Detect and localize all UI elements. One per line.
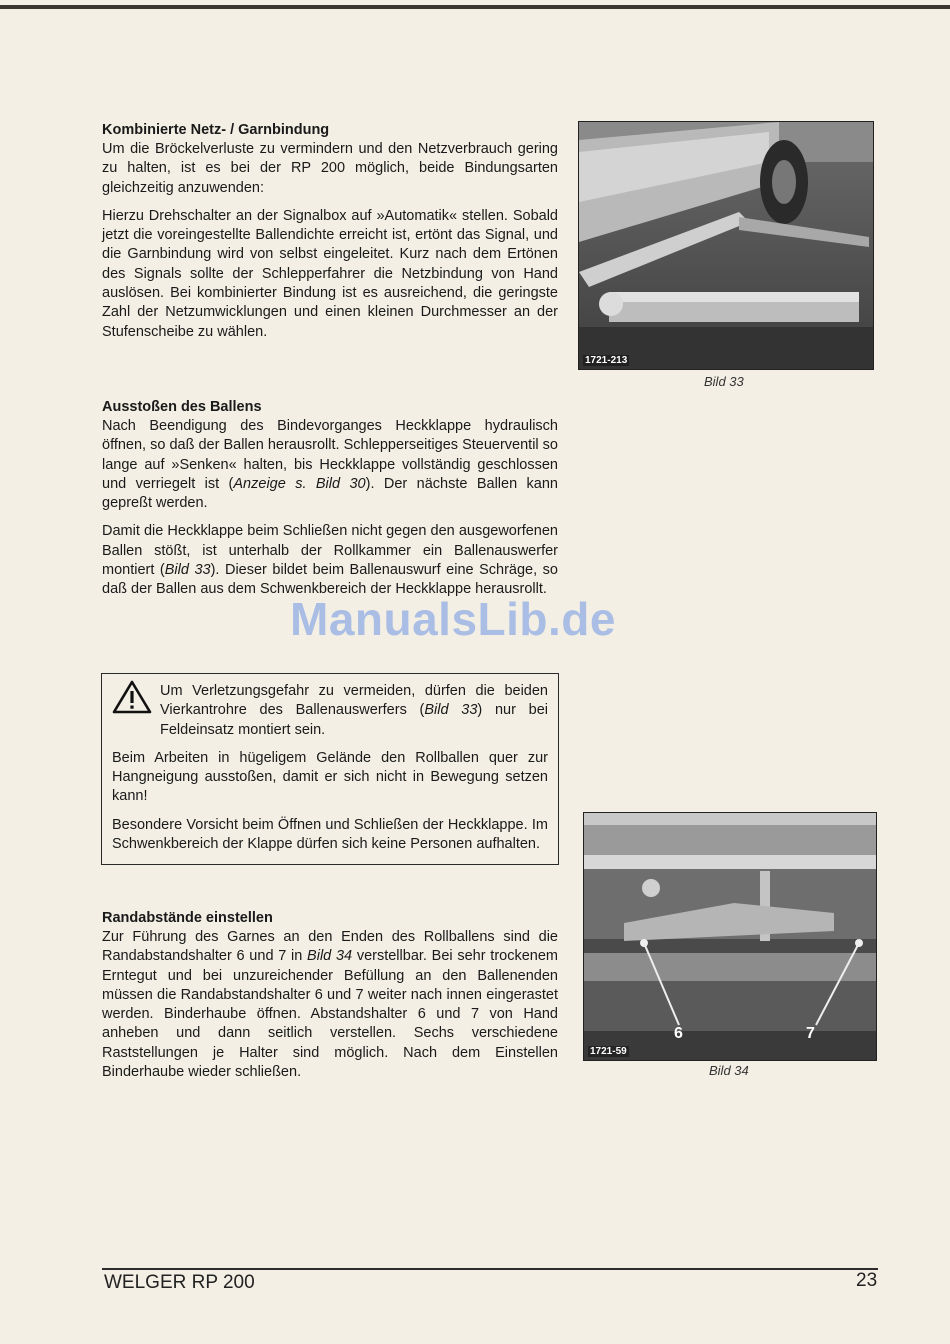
section-ausstossen bbox=[102, 398, 558, 609]
text: ) nur bei Feldeinsatz montiert sein. bbox=[160, 702, 548, 738]
text: ). Der nächste Ballen kann gepreßt werden. bbox=[102, 475, 558, 512]
photo-code: 1721-59 bbox=[590, 1046, 627, 1057]
paragraph: Beim Arbeiten in hügeligem Gelände den Rollballen quer zur Hangneigung ausstoßen, damit er sich nicht in Bewegung setzen kann! bbox=[112, 749, 548, 805]
text: ). Dieser bildet beim Ballenauswurf eine Schräge, so daß der Ballen aus dem Schwenkbereich der Heckklappe herausrollt. bbox=[102, 562, 558, 598]
page-number: 23 bbox=[856, 1270, 878, 1291]
figure-ref: Bild 33 bbox=[164, 562, 211, 579]
paragraph bbox=[102, 928, 558, 1082]
photo-code: 1721-213 bbox=[585, 355, 628, 366]
figure-ref: Bild 33 bbox=[424, 702, 478, 719]
text: verstellbar. Bei sehr trockenem Erntegut und bei unzureichender Befüllung an den Ballenenden müssen die Randabstandshalter 6 und 7 weiter nach innen eingerastet werden. Binderhaube öffnen. Abstandshalter 6 und 7 von Hand anheben und dann seitlich verstellen. Sechs verschiedene Raststellungen je Halter sind möglich. Nach dem Einstellen Binderhaube wieder schließen. bbox=[102, 948, 558, 1081]
text: Um Verletzungsgefahr zu vermeiden, dürfen die beiden Vierkantrohre des Ballenauswerfers ( bbox=[160, 683, 548, 719]
photo-bale-ejector bbox=[578, 121, 874, 370]
text: Damit die Heckklappe beim Schließen nicht gegen den ausgeworfenen Ballen stößt, ist unterhalb der Rollkammer ein Ballenauswerfer montiert ( bbox=[102, 523, 558, 579]
section-heading: Randabstände einstellen bbox=[102, 910, 273, 926]
footer-rule bbox=[102, 1268, 878, 1270]
paragraph: Um die Bröckelverluste zu vermindern und den Netzverbrauch gering zu halten, ist es bei der RP 200 möglich, beide Bindungsarten gleichzeitig anzuwenden: bbox=[102, 141, 558, 196]
footer-title: WELGER RP 200 bbox=[104, 1272, 255, 1293]
section-heading: Kombinierte Netz- / Garnbindung bbox=[102, 122, 330, 138]
section-heading: Ausstoßen des Ballens bbox=[102, 399, 262, 415]
callout-label-6: 6 bbox=[674, 1025, 683, 1042]
figure-caption: Bild 34 bbox=[709, 1063, 749, 1078]
callout-label-7: 7 bbox=[806, 1025, 815, 1042]
watermark: ManualsLib.de bbox=[290, 593, 616, 645]
top-rule bbox=[0, 5, 950, 9]
photo-bale-ejector-drawing bbox=[579, 122, 873, 369]
figure-ref: Anzeige s. Bild 30 bbox=[233, 475, 366, 492]
figure-caption: Bild 33 bbox=[704, 374, 744, 389]
photo-edge-spacers bbox=[583, 812, 877, 1061]
paragraph bbox=[160, 682, 548, 740]
paragraph: Besondere Vorsicht beim Öffnen und Schließen der Heckklappe. Im Schwenkbereich der Klappe dürfen sich keine Personen aufhalten. bbox=[112, 816, 548, 853]
warning-box bbox=[101, 673, 559, 865]
warning-first-row bbox=[112, 680, 548, 749]
paragraph: Hierzu Drehschalter an der Signalbox auf »Automatik« stellen. Sobald jetzt die voreingestellte Ballendichte erreicht ist, ertönt das Signal, und die Garnbindung wird von selbst eingeleitet. Kurz nach dem Ertönen des Signals sollte der Schlepperfahrer die Netzbindung von Hand auslösen. Bei kombinierter Bindung ist es ausreichend, die geringste Zahl der Netzumwicklungen und einen kleinen Durchmesser an der Stufenscheibe zu wählen. bbox=[102, 207, 558, 340]
section-netz-garn bbox=[102, 121, 558, 351]
text: Nach Beendigung des Bindevorganges Heckklappe hydraulisch öffnen, so daß der Ballen herausrollt. Schlepperseitiges Steuerventil so lange auf »Senken« halten, bis Heckklappe vollständig geschlossen und verriegelt ist ( bbox=[102, 418, 558, 492]
paragraph bbox=[102, 522, 558, 599]
paragraph bbox=[102, 417, 558, 513]
figure-ref: Bild 34 bbox=[307, 948, 353, 965]
photo-edge-spacers-drawing bbox=[584, 813, 876, 1060]
text: Zur Führung des Garnes an den Enden des Rollballens sind die Randabstandshalter 6 und 7 in bbox=[102, 929, 558, 965]
section-randabstaende bbox=[102, 909, 558, 1091]
warning-triangle-icon bbox=[112, 680, 152, 714]
